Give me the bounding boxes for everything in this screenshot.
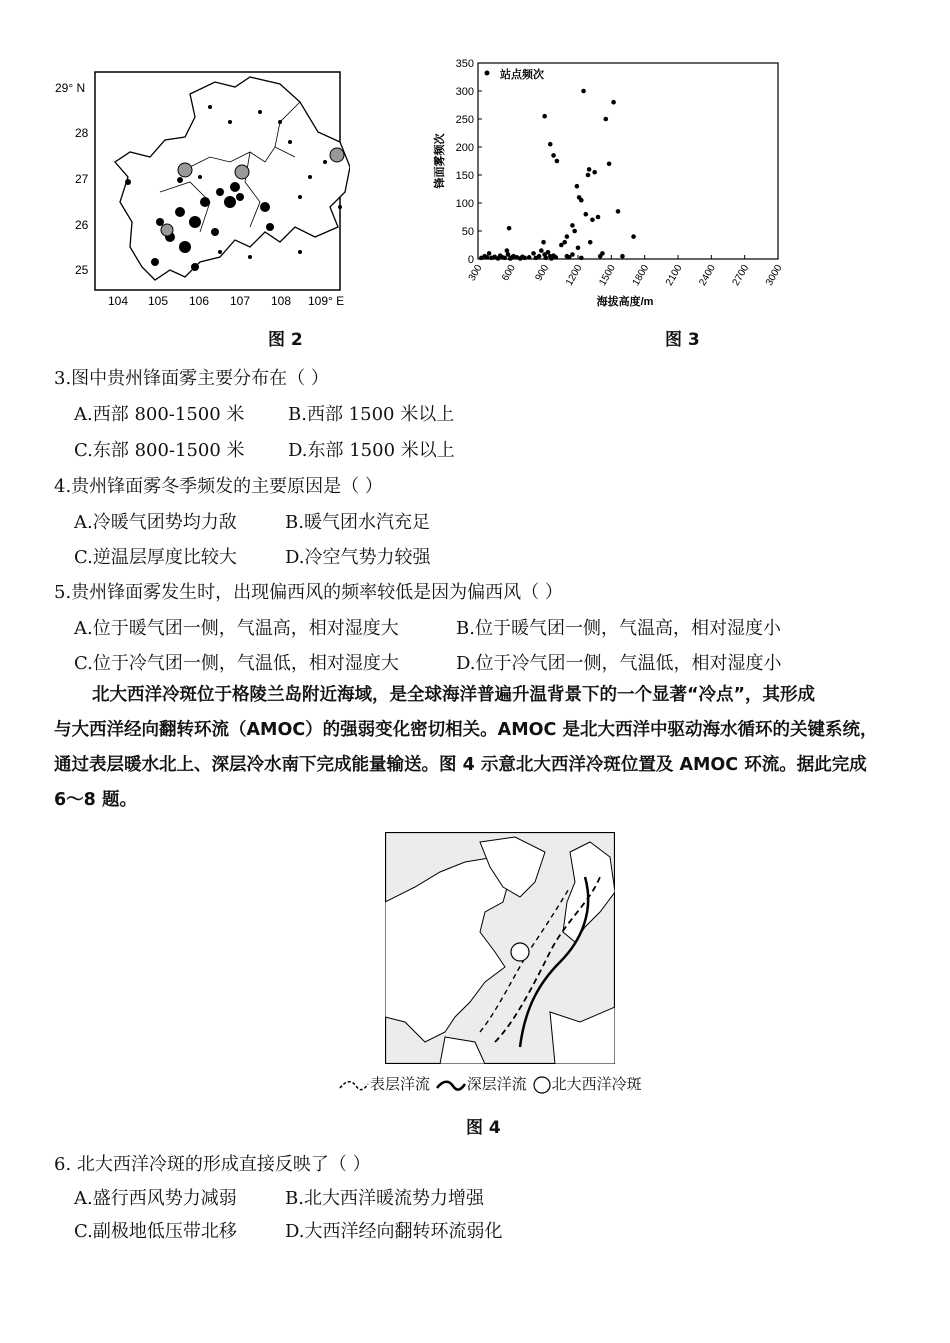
scatter-point bbox=[543, 256, 548, 261]
y-tick-label: 50 bbox=[461, 226, 474, 238]
x-tick-label: 900 bbox=[533, 263, 552, 283]
scatter-point bbox=[590, 218, 595, 223]
fig3-xlabel: 海拔高度/m bbox=[596, 296, 654, 308]
scatter-point bbox=[531, 251, 536, 256]
q5-option-b[interactable]: B.位于暖气团一侧，气温高，相对湿度小 bbox=[456, 618, 781, 639]
svg-text:26: 26 bbox=[75, 218, 89, 232]
svg-text:28: 28 bbox=[75, 126, 89, 140]
x-tick-label: 2100 bbox=[663, 263, 685, 288]
scatter-point bbox=[537, 254, 542, 259]
question-6-stem: 6. 北大西洋冷斑的形成直接反映了（ ） bbox=[54, 1154, 371, 1175]
scatter-point bbox=[588, 240, 593, 245]
svg-text:107: 107 bbox=[230, 294, 251, 308]
q4-option-b[interactable]: B.暖气团水汽充足 bbox=[285, 512, 430, 533]
scatter-point bbox=[542, 114, 547, 119]
svg-text:104: 104 bbox=[108, 294, 129, 308]
scatter-point bbox=[579, 198, 584, 203]
scatter-point bbox=[505, 248, 510, 253]
scatter-point bbox=[587, 167, 592, 172]
x-tick-label: 1200 bbox=[563, 263, 585, 288]
fig3-ylabel: 锋面雾频次 bbox=[434, 133, 446, 189]
svg-text:27: 27 bbox=[75, 172, 89, 186]
scatter-point bbox=[616, 209, 621, 214]
figure-3-scatter-chart bbox=[425, 55, 795, 315]
scatter-point bbox=[576, 246, 581, 251]
x-tick-label: 2400 bbox=[697, 263, 718, 288]
scatter-point bbox=[565, 234, 570, 239]
scatter-point bbox=[620, 254, 625, 259]
scatter-point bbox=[541, 240, 546, 245]
scatter-point bbox=[586, 173, 591, 178]
q6-option-c[interactable]: C.副极地低压带北移 bbox=[74, 1221, 237, 1242]
scatter-point bbox=[570, 223, 575, 228]
scatter-point bbox=[572, 229, 577, 234]
figure-4-legend bbox=[338, 1073, 642, 1094]
figure-3-caption: 图 3 bbox=[665, 330, 700, 350]
figure-4-map bbox=[385, 832, 615, 1064]
scatter-point bbox=[485, 255, 490, 260]
scatter-point bbox=[579, 256, 584, 261]
scatter-point bbox=[539, 248, 544, 253]
q3-option-d[interactable]: D.东部 1500 米以上 bbox=[288, 440, 455, 461]
scatter-point bbox=[553, 255, 558, 260]
q3-option-b[interactable]: B.西部 1500 米以上 bbox=[288, 404, 455, 425]
scatter-point bbox=[592, 170, 597, 175]
deep-current-legend-icon bbox=[435, 1078, 467, 1092]
figure-2-map bbox=[50, 62, 350, 312]
q4-option-a[interactable]: A.冷暖气团势均力敌 bbox=[74, 512, 237, 533]
q5-option-d[interactable]: D.位于冷气团一侧，气温低，相对湿度小 bbox=[456, 653, 782, 674]
scatter-point bbox=[607, 162, 612, 167]
fig3-legend: 站点频次 bbox=[500, 69, 544, 81]
figure-4-caption: 图 4 bbox=[466, 1118, 501, 1138]
x-tick-label: 1500 bbox=[597, 263, 618, 288]
scatter-point bbox=[506, 252, 511, 257]
q6-option-b[interactable]: B.北大西洋暖流势力增强 bbox=[285, 1188, 484, 1209]
y-tick-label: 300 bbox=[455, 86, 474, 98]
scatter-point bbox=[562, 240, 567, 245]
svg-text:105: 105 bbox=[148, 294, 169, 308]
scatter-point bbox=[507, 226, 512, 231]
x-tick-label: 2700 bbox=[730, 263, 752, 288]
legend-marker bbox=[485, 71, 490, 76]
figure-2-caption: 图 2 bbox=[268, 330, 303, 350]
q5-option-a[interactable]: A.位于暖气团一侧，气温高，相对湿度大 bbox=[74, 618, 399, 639]
q6-option-a[interactable]: A.盛行西风势力减弱 bbox=[74, 1188, 237, 1209]
scatter-point bbox=[570, 252, 575, 257]
q3-option-c[interactable]: C.东部 800-1500 米 bbox=[74, 440, 245, 461]
question-3-stem: 3.图中贵州锋面雾主要分布在（ ） bbox=[54, 368, 329, 389]
q5-option-c[interactable]: C.位于冷气团一侧，气温低，相对湿度大 bbox=[74, 653, 399, 674]
y-tick-label: 0 bbox=[467, 254, 474, 266]
surface-current-legend-icon bbox=[338, 1078, 370, 1092]
passage-line-4: 6～8 题。 bbox=[54, 790, 137, 810]
scatter-point bbox=[575, 184, 580, 189]
svg-text:29° N: 29° N bbox=[55, 81, 86, 95]
scatter-point bbox=[603, 117, 608, 122]
x-tick-label: 3000 bbox=[763, 263, 785, 288]
scatter-point bbox=[583, 212, 588, 217]
svg-text:25: 25 bbox=[75, 263, 89, 277]
y-tick-label: 200 bbox=[455, 142, 474, 154]
passage-line-2: 与大西洋经向翻转环流（AMOC）的强弱变化密切相关。AMOC 是北大西洋中驱动海水循环的关键系统， bbox=[54, 720, 878, 740]
y-tick-label: 150 bbox=[455, 170, 474, 182]
scatter-point bbox=[611, 100, 616, 105]
scatter-point bbox=[487, 251, 492, 256]
svg-text:109° E: 109° E bbox=[308, 294, 345, 308]
scatter-point bbox=[522, 256, 527, 261]
passage-line-1: 北大西洋冷斑位于格陵兰岛附近海域，是全球海洋普遍升温背景下的一个显著“冷点”，其形成 bbox=[92, 685, 815, 705]
scatter-point bbox=[502, 256, 507, 261]
question-5-stem: 5.贵州锋面雾发生时，出现偏西风的频率较低是因为偏西风（ ） bbox=[54, 582, 563, 603]
svg-text:108: 108 bbox=[271, 294, 292, 308]
x-tick-label: 1800 bbox=[630, 263, 652, 288]
legend-surface-current: 表层洋流 bbox=[370, 1075, 431, 1093]
legend-deep-current: 深层洋流 bbox=[466, 1075, 527, 1093]
scatter-point bbox=[596, 215, 601, 220]
y-tick-label: 250 bbox=[455, 114, 474, 126]
q3-option-a[interactable]: A.西部 800-1500 米 bbox=[74, 404, 245, 425]
scatter-point bbox=[551, 153, 556, 158]
x-tick-label: 300 bbox=[466, 263, 485, 283]
scatter-point bbox=[555, 159, 560, 164]
scatter-point bbox=[631, 234, 636, 239]
passage bbox=[54, 678, 904, 818]
q6-option-d[interactable]: D.大西洋经向翻转环流弱化 bbox=[285, 1221, 503, 1242]
svg-text:106: 106 bbox=[189, 294, 210, 308]
x-tick-label: 600 bbox=[500, 263, 518, 283]
y-tick-label: 350 bbox=[455, 58, 474, 70]
legend-cold-spot: 北大西洋冷斑 bbox=[551, 1075, 642, 1093]
q4-option-d[interactable]: D.冷空气势力较强 bbox=[285, 547, 431, 568]
scatter-point bbox=[546, 250, 551, 255]
y-tick-label: 100 bbox=[455, 198, 474, 210]
scatter-point bbox=[527, 255, 532, 260]
passage-line-3: 通过表层暖水北上、深层冷水南下完成能量输送。图 4 示意北大西洋冷斑位置及 AMOC 环流。据此完成 bbox=[54, 755, 867, 775]
scatter-point bbox=[600, 251, 605, 256]
scatter-point bbox=[581, 89, 586, 94]
q4-option-c[interactable]: C.逆温层厚度比较大 bbox=[74, 547, 237, 568]
scatter-point bbox=[548, 142, 553, 147]
question-4-stem: 4.贵州锋面雾冬季频发的主要原因是（ ） bbox=[54, 476, 383, 497]
cold-spot-legend-icon bbox=[532, 1076, 552, 1094]
